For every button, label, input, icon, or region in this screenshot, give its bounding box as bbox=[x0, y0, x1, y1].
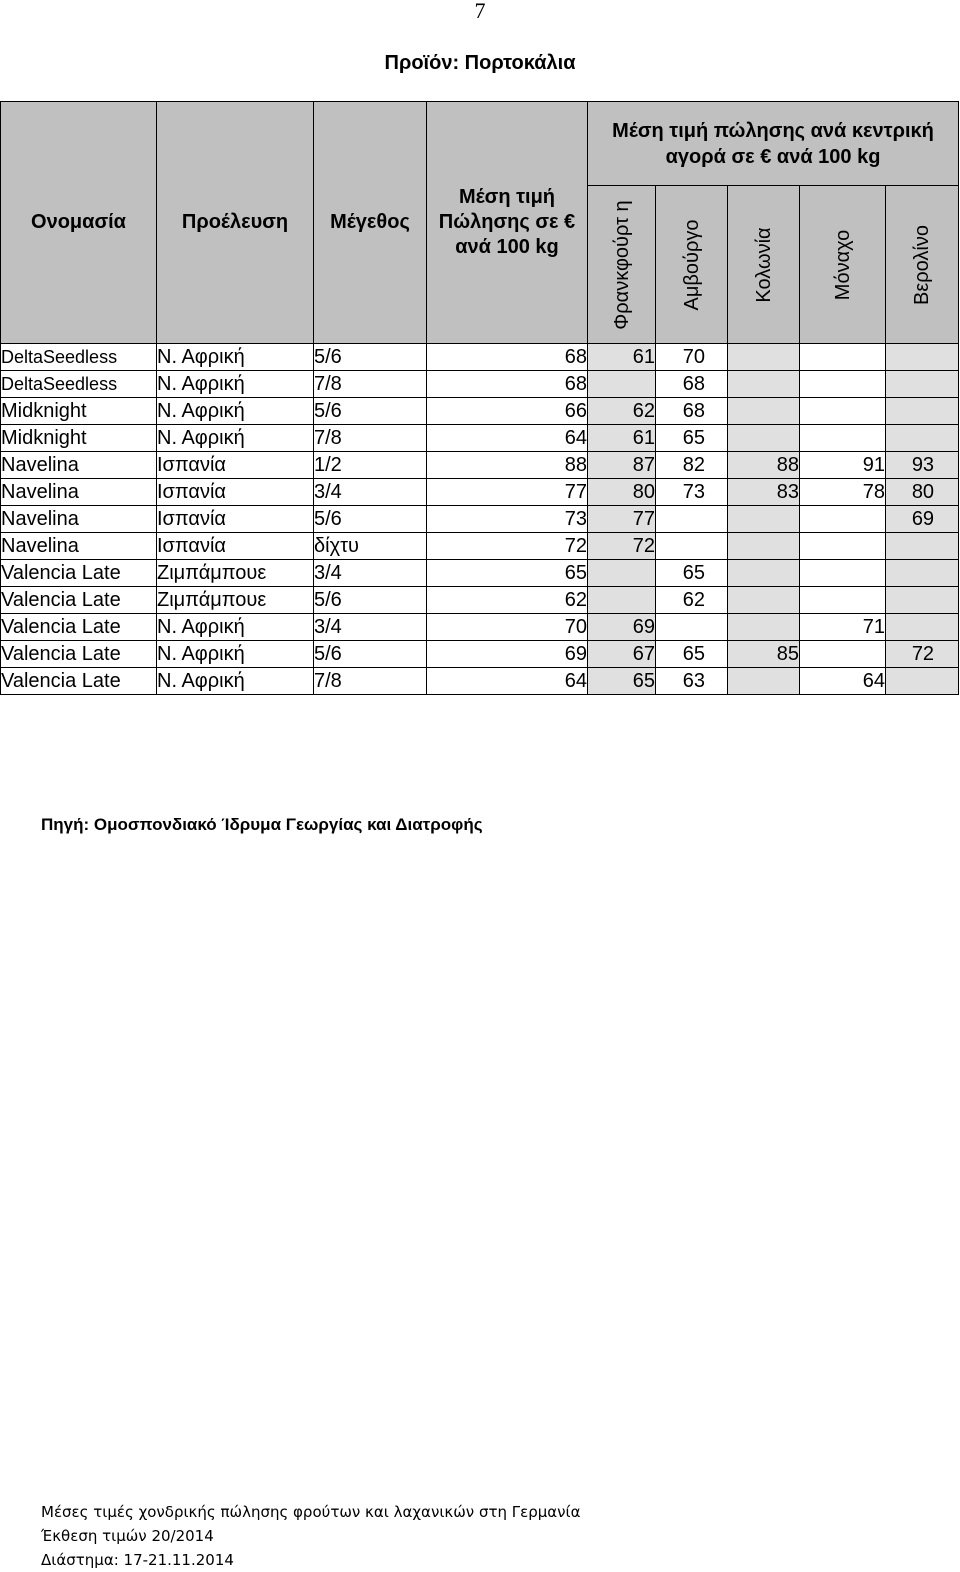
cell-market-price bbox=[728, 506, 800, 533]
cell-avg-price: 66 bbox=[427, 398, 588, 425]
header-name: Ονομασία bbox=[1, 102, 157, 344]
table-row bbox=[1, 398, 959, 425]
cell-market-price: 78 bbox=[800, 479, 886, 506]
cell-market-price: 73 bbox=[656, 479, 728, 506]
cell-avg-price: 64 bbox=[427, 668, 588, 695]
cell-name: Midknight bbox=[1, 398, 157, 425]
table-row bbox=[1, 425, 959, 452]
cell-avg-price: 70 bbox=[427, 614, 588, 641]
cell-origin: Ν. Αφρική bbox=[157, 398, 314, 425]
table-row bbox=[1, 344, 959, 371]
header-market-cologne bbox=[728, 186, 800, 344]
cell-market-price: 72 bbox=[588, 533, 656, 560]
cell-size: 1/2 bbox=[314, 452, 427, 479]
page-footer bbox=[41, 1500, 581, 1572]
cell-market-price: 85 bbox=[728, 641, 800, 668]
cell-market-price bbox=[800, 506, 886, 533]
header-market-frankfurt bbox=[588, 186, 656, 344]
cell-name: Navelina bbox=[1, 479, 157, 506]
cell-market-price: 67 bbox=[588, 641, 656, 668]
table-row bbox=[1, 533, 959, 560]
table-row bbox=[1, 614, 959, 641]
table-row bbox=[1, 668, 959, 695]
cell-size: 5/6 bbox=[314, 344, 427, 371]
cell-origin: Ν. Αφρική bbox=[157, 614, 314, 641]
cell-market-price: 65 bbox=[656, 425, 728, 452]
cell-market-price: 71 bbox=[800, 614, 886, 641]
cell-market-price: 80 bbox=[886, 479, 959, 506]
cell-market-price bbox=[728, 371, 800, 398]
cell-name: Valencia Late bbox=[1, 614, 157, 641]
cell-market-price bbox=[656, 506, 728, 533]
cell-market-price: 77 bbox=[588, 506, 656, 533]
cell-market-price bbox=[886, 371, 959, 398]
cell-market-price: 63 bbox=[656, 668, 728, 695]
cell-market-price: 83 bbox=[728, 479, 800, 506]
table-row bbox=[1, 452, 959, 479]
cell-market-price: 93 bbox=[886, 452, 959, 479]
footer-line: Μέσες τιμές χονδρικής πώλησης φρούτων και λαχανικών στη Γερμανία bbox=[41, 1503, 581, 1521]
cell-market-price bbox=[728, 587, 800, 614]
cell-market-price: 65 bbox=[656, 641, 728, 668]
cell-name: Valencia Late bbox=[1, 641, 157, 668]
cell-market-price bbox=[886, 668, 959, 695]
cell-name: Valencia Late bbox=[1, 668, 157, 695]
cell-market-price bbox=[800, 641, 886, 668]
cell-market-price bbox=[800, 587, 886, 614]
header-market-label: Φρανκφούρτ η bbox=[610, 199, 633, 330]
table-row bbox=[1, 641, 959, 668]
cell-size: 3/4 bbox=[314, 560, 427, 587]
cell-size: 7/8 bbox=[314, 425, 427, 452]
cell-market-price bbox=[728, 560, 800, 587]
cell-market-price: 61 bbox=[588, 425, 656, 452]
header-market-label: Βερολίνο bbox=[911, 224, 934, 305]
cell-market-price bbox=[728, 425, 800, 452]
table-row bbox=[1, 479, 959, 506]
cell-origin: Ν. Αφρική bbox=[157, 371, 314, 398]
table-row bbox=[1, 506, 959, 533]
header-row-top bbox=[1, 102, 959, 186]
cell-market-price bbox=[886, 398, 959, 425]
cell-origin: Ισπανία bbox=[157, 506, 314, 533]
cell-origin: Ισπανία bbox=[157, 452, 314, 479]
table-body bbox=[1, 344, 959, 695]
cell-size: δίχτυ bbox=[314, 533, 427, 560]
header-market-group: Μέση τιμή πώλησης ανά κεντρική αγορά σε € ανά 100 kg bbox=[588, 102, 959, 186]
cell-origin: Ν. Αφρική bbox=[157, 344, 314, 371]
cell-size: 7/8 bbox=[314, 668, 427, 695]
footer-line: Διάστημα: 17-21.11.2014 bbox=[41, 1551, 234, 1569]
cell-avg-price: 62 bbox=[427, 587, 588, 614]
cell-name: DeltaSeedless bbox=[1, 371, 157, 398]
header-avg-price: Μέση τιμή Πώλησης σε € ανά 100 kg bbox=[427, 102, 588, 344]
cell-market-price: 80 bbox=[588, 479, 656, 506]
cell-market-price bbox=[886, 344, 959, 371]
cell-market-price bbox=[588, 371, 656, 398]
header-market-munich bbox=[800, 186, 886, 344]
cell-market-price: 65 bbox=[656, 560, 728, 587]
cell-market-price: 62 bbox=[656, 587, 728, 614]
cell-size: 5/6 bbox=[314, 587, 427, 614]
source-note: Πηγή: Ομοσπονδιακό Ίδρυμα Γεωργίας και Διατροφής bbox=[41, 815, 483, 834]
cell-market-price bbox=[728, 533, 800, 560]
cell-market-price: 68 bbox=[656, 398, 728, 425]
cell-avg-price: 68 bbox=[427, 371, 588, 398]
cell-size: 3/4 bbox=[314, 479, 427, 506]
cell-market-price bbox=[656, 614, 728, 641]
cell-avg-price: 88 bbox=[427, 452, 588, 479]
cell-market-price bbox=[800, 371, 886, 398]
cell-origin: Ν. Αφρική bbox=[157, 425, 314, 452]
cell-origin: Ζιμπάμπουε bbox=[157, 560, 314, 587]
cell-name: Valencia Late bbox=[1, 587, 157, 614]
cell-market-price: 91 bbox=[800, 452, 886, 479]
cell-market-price: 82 bbox=[656, 452, 728, 479]
cell-size: 5/6 bbox=[314, 641, 427, 668]
price-table bbox=[0, 101, 959, 695]
cell-market-price: 70 bbox=[656, 344, 728, 371]
cell-market-price: 62 bbox=[588, 398, 656, 425]
header-market-label: Μόναχο bbox=[831, 229, 854, 300]
cell-market-price bbox=[886, 614, 959, 641]
cell-market-price bbox=[886, 533, 959, 560]
table-row bbox=[1, 560, 959, 587]
cell-origin: Ν. Αφρική bbox=[157, 641, 314, 668]
cell-avg-price: 68 bbox=[427, 344, 588, 371]
cell-market-price: 87 bbox=[588, 452, 656, 479]
cell-market-price bbox=[728, 398, 800, 425]
cell-origin: Ισπανία bbox=[157, 479, 314, 506]
cell-market-price: 68 bbox=[656, 371, 728, 398]
cell-name: Navelina bbox=[1, 452, 157, 479]
cell-market-price: 69 bbox=[886, 506, 959, 533]
table-row bbox=[1, 587, 959, 614]
cell-market-price bbox=[800, 398, 886, 425]
cell-market-price bbox=[728, 614, 800, 641]
cell-avg-price: 64 bbox=[427, 425, 588, 452]
product-title: Προϊόν: Πορτοκάλια bbox=[384, 52, 576, 74]
cell-name: Midknight bbox=[1, 425, 157, 452]
cell-market-price: 88 bbox=[728, 452, 800, 479]
cell-market-price bbox=[728, 668, 800, 695]
header-origin: Προέλευση bbox=[157, 102, 314, 344]
cell-size: 5/6 bbox=[314, 506, 427, 533]
header-market-label: Κολωνία bbox=[752, 226, 775, 303]
cell-size: 7/8 bbox=[314, 371, 427, 398]
cell-avg-price: 77 bbox=[427, 479, 588, 506]
table-row bbox=[1, 371, 959, 398]
cell-origin: Ζιμπάμπουε bbox=[157, 587, 314, 614]
cell-market-price: 64 bbox=[800, 668, 886, 695]
cell-name: DeltaSeedless bbox=[1, 344, 157, 371]
cell-market-price bbox=[886, 587, 959, 614]
cell-market-price: 61 bbox=[588, 344, 656, 371]
cell-avg-price: 65 bbox=[427, 560, 588, 587]
cell-market-price bbox=[800, 344, 886, 371]
cell-market-price: 69 bbox=[588, 614, 656, 641]
header-market-berlin bbox=[886, 186, 959, 344]
cell-market-price bbox=[800, 560, 886, 587]
cell-avg-price: 73 bbox=[427, 506, 588, 533]
cell-market-price bbox=[588, 560, 656, 587]
cell-size: 5/6 bbox=[314, 398, 427, 425]
header-market-hamburg bbox=[656, 186, 728, 344]
cell-market-price bbox=[800, 425, 886, 452]
cell-market-price bbox=[800, 533, 886, 560]
cell-market-price: 72 bbox=[886, 641, 959, 668]
cell-market-price bbox=[728, 344, 800, 371]
cell-market-price: 65 bbox=[588, 668, 656, 695]
cell-market-price bbox=[588, 587, 656, 614]
header-market-label: Αμβούργο bbox=[680, 219, 703, 310]
page-number: 7 bbox=[474, 0, 486, 23]
header-size: Μέγεθος bbox=[314, 102, 427, 344]
cell-name: Valencia Late bbox=[1, 560, 157, 587]
cell-name: Navelina bbox=[1, 533, 157, 560]
cell-market-price bbox=[886, 425, 959, 452]
cell-avg-price: 72 bbox=[427, 533, 588, 560]
cell-avg-price: 69 bbox=[427, 641, 588, 668]
cell-origin: Ισπανία bbox=[157, 533, 314, 560]
cell-market-price bbox=[656, 533, 728, 560]
cell-size: 3/4 bbox=[314, 614, 427, 641]
cell-name: Navelina bbox=[1, 506, 157, 533]
footer-line: Έκθεση τιμών 20/2014 bbox=[41, 1527, 214, 1545]
cell-market-price bbox=[886, 560, 959, 587]
cell-origin: Ν. Αφρική bbox=[157, 668, 314, 695]
